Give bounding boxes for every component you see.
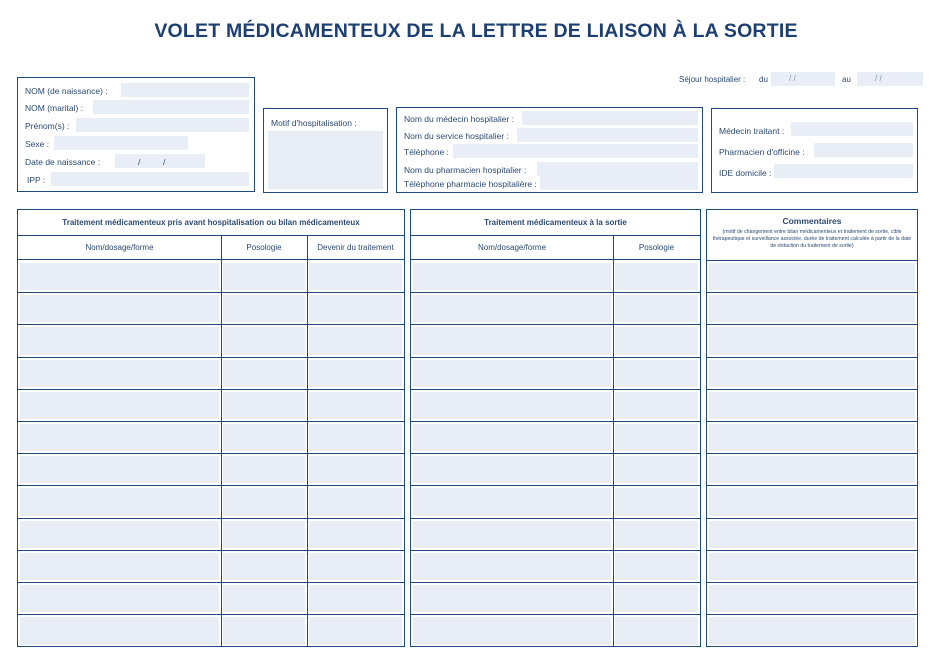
col-header-nom-dosage-forme: Nom/dosage/forme — [411, 236, 613, 260]
nom-dosage-forme-cell[interactable] — [413, 456, 611, 483]
motif-label: Motif d'hospitalisation : — [271, 118, 357, 128]
table-row — [411, 486, 700, 518]
pharmacien-hospitalier-label: Nom du pharmacien hospitalier : — [404, 165, 527, 175]
posologie-cell[interactable] — [615, 263, 698, 290]
sexe-label: Sexe : — [25, 139, 50, 149]
nom-dosage-forme-cell[interactable] — [20, 360, 219, 387]
service-hospitalier-field[interactable] — [517, 128, 698, 142]
prenom-field[interactable] — [76, 118, 249, 132]
col-header-posologie: Posologie — [221, 236, 307, 260]
nom-dosage-forme-cell[interactable] — [20, 617, 219, 645]
table-row — [411, 615, 700, 647]
table-row — [707, 293, 917, 325]
table-row — [18, 293, 404, 325]
col-header-nom-dosage-forme: Nom/dosage/forme — [18, 236, 221, 260]
posologie-cell[interactable] — [223, 327, 305, 354]
stay-end-date-slashes: / / — [875, 74, 882, 83]
nom-dosage-forme-cell[interactable] — [20, 553, 219, 580]
table-row — [18, 583, 404, 615]
motif-box — [263, 108, 388, 193]
devenir-traitement-cell[interactable] — [309, 392, 402, 419]
nom-naissance-label: NOM (de naissance) : — [25, 86, 108, 96]
posologie-cell[interactable] — [615, 456, 698, 483]
nom-dosage-forme-cell[interactable] — [20, 456, 219, 483]
nom-dosage-forme-cell[interactable] — [413, 617, 611, 645]
date-naissance-sep-1: / — [138, 157, 141, 167]
posologie-cell[interactable] — [615, 585, 698, 612]
table-row — [18, 358, 404, 390]
table-row — [18, 261, 404, 293]
posologie-cell[interactable] — [615, 488, 698, 515]
page-title: VOLET MÉDICAMENTEUX DE LA LETTRE DE LIAISON À LA SORTIE — [154, 20, 798, 42]
stay-au-label: au — [842, 75, 851, 84]
stay-start-date-slashes: / / — [789, 74, 796, 83]
medecin-hospitalier-label: Nom du médecin hospitalier : — [404, 114, 515, 124]
posologie-cell[interactable] — [615, 521, 698, 548]
posologie-cell[interactable] — [615, 424, 698, 451]
table-row — [707, 519, 917, 551]
treatment-before-title: Traitement médicamenteux pris avant hospitalisation ou bilan médicamenteux — [18, 210, 404, 236]
nom-dosage-forme-cell[interactable] — [413, 360, 611, 387]
commentaire-cell[interactable] — [709, 488, 915, 515]
devenir-traitement-cell[interactable] — [309, 327, 402, 354]
table-row — [411, 261, 700, 293]
nom-dosage-forme-cell[interactable] — [20, 488, 219, 515]
devenir-traitement-cell[interactable] — [309, 360, 402, 387]
commentaire-cell[interactable] — [709, 360, 915, 387]
posologie-cell[interactable] — [223, 553, 305, 580]
posologie-cell[interactable] — [223, 521, 305, 548]
nom-dosage-forme-cell[interactable] — [413, 263, 611, 290]
comments-subtitle: (motif de changement entre bilan médicamenteux et traitement de sortie, cible thérapeutique et surveillance associée, durée de traitement calculée à partir de la date de rédaction du traitement de sortie) — [712, 229, 912, 250]
table-row — [707, 358, 917, 390]
telephone-pharmacie-label: Téléphone pharmacie hospitalière : — [404, 179, 537, 189]
table-row — [411, 422, 700, 454]
treatment-discharge-title: Traitement médicamenteux à la sortie — [411, 210, 700, 236]
table-row — [411, 583, 700, 615]
table-row — [707, 551, 917, 583]
posologie-cell[interactable] — [223, 424, 305, 451]
table-row — [707, 583, 917, 615]
prenom-label: Prénom(s) : — [25, 121, 70, 131]
treatment-before-table — [17, 209, 405, 647]
medecin-traitant-field[interactable] — [791, 122, 913, 136]
date-naissance-field[interactable] — [115, 154, 205, 168]
nom-dosage-forme-cell[interactable] — [413, 392, 611, 419]
table-row — [18, 325, 404, 357]
service-hospitalier-label: Nom du service hospitalier : — [404, 131, 509, 141]
commentaire-cell[interactable] — [709, 392, 915, 419]
medecin-traitant-label: Médecin traitant : — [719, 126, 785, 136]
commentaire-cell[interactable] — [709, 295, 915, 322]
ipp-label: IPP : — [27, 175, 46, 185]
stay-label: Séjour hospitalier : — [679, 75, 746, 84]
commentaire-cell[interactable] — [709, 617, 915, 645]
table-row — [707, 486, 917, 518]
pharmacien-officine-field[interactable] — [814, 143, 913, 157]
table-row — [707, 422, 917, 454]
hospital-box — [396, 107, 703, 193]
commentaire-cell[interactable] — [709, 553, 915, 580]
nom-dosage-forme-cell[interactable] — [20, 263, 219, 290]
ide-domicile-label: IDE domicile : — [719, 168, 772, 178]
devenir-traitement-cell[interactable] — [309, 585, 402, 612]
devenir-traitement-cell[interactable] — [309, 488, 402, 515]
ipp-field[interactable] — [51, 172, 249, 186]
posologie-cell[interactable] — [615, 295, 698, 322]
commentaire-cell[interactable] — [709, 263, 915, 290]
table-row — [411, 519, 700, 551]
commentaire-cell[interactable] — [709, 585, 915, 612]
medecin-hospitalier-field[interactable] — [522, 111, 698, 125]
posologie-cell[interactable] — [223, 360, 305, 387]
posologie-cell[interactable] — [223, 488, 305, 515]
telephone-pharmacie-field[interactable] — [540, 176, 698, 190]
comments-table — [706, 209, 918, 647]
motif-field[interactable] — [268, 131, 383, 189]
commentaire-cell[interactable] — [709, 521, 915, 548]
devenir-traitement-cell[interactable] — [309, 263, 402, 290]
devenir-traitement-cell[interactable] — [309, 295, 402, 322]
table-row — [411, 293, 700, 325]
table-row — [18, 390, 404, 422]
stay-start-date-field[interactable] — [771, 72, 835, 86]
nom-dosage-forme-cell[interactable] — [413, 327, 611, 354]
devenir-traitement-cell[interactable] — [309, 521, 402, 548]
commentaire-cell[interactable] — [709, 327, 915, 354]
posologie-cell[interactable] — [223, 295, 305, 322]
nom-dosage-forme-cell[interactable] — [413, 585, 611, 612]
posologie-cell[interactable] — [615, 360, 698, 387]
nom-dosage-forme-cell[interactable] — [413, 424, 611, 451]
table-row — [707, 454, 917, 486]
external-contacts-box — [711, 108, 918, 193]
table-row — [707, 261, 917, 293]
comments-title: Commentaires — [782, 216, 842, 226]
table-row — [411, 390, 700, 422]
nom-dosage-forme-cell[interactable] — [413, 521, 611, 548]
nom-dosage-forme-cell[interactable] — [20, 392, 219, 419]
posologie-cell[interactable] — [615, 392, 698, 419]
table-row — [18, 422, 404, 454]
commentaire-cell[interactable] — [709, 456, 915, 483]
sexe-field[interactable] — [54, 136, 188, 150]
nom-dosage-forme-cell[interactable] — [413, 553, 611, 580]
date-naissance-sep-2: / — [163, 157, 166, 167]
nom-dosage-forme-cell[interactable] — [20, 424, 219, 451]
posologie-cell[interactable] — [615, 617, 698, 645]
table-row — [18, 615, 404, 647]
nom-dosage-forme-cell[interactable] — [20, 521, 219, 548]
stay-du-label: du — [759, 75, 768, 84]
table-row — [411, 551, 700, 583]
nom-dosage-forme-cell[interactable] — [413, 295, 611, 322]
nom-dosage-forme-cell[interactable] — [413, 488, 611, 515]
telephone-field[interactable] — [453, 144, 698, 158]
pharmacien-hospitalier-field[interactable] — [537, 162, 698, 176]
devenir-traitement-cell[interactable] — [309, 456, 402, 483]
posologie-cell[interactable] — [223, 456, 305, 483]
treatment-discharge-table — [410, 209, 701, 647]
ide-domicile-field[interactable] — [774, 164, 913, 178]
table-row — [411, 358, 700, 390]
nom-dosage-forme-cell[interactable] — [20, 295, 219, 322]
pharmacien-officine-label: Pharmacien d'officine : — [719, 147, 805, 157]
date-naissance-label: Date de naissance : — [25, 157, 101, 167]
nom-marital-field[interactable] — [93, 100, 249, 114]
telephone-label: Téléphone : — [404, 147, 449, 157]
posologie-cell[interactable] — [223, 263, 305, 290]
devenir-traitement-cell[interactable] — [309, 424, 402, 451]
posologie-cell[interactable] — [615, 327, 698, 354]
table-row — [18, 486, 404, 518]
nom-marital-label: NOM (marital) : — [25, 103, 84, 113]
devenir-traitement-cell[interactable] — [309, 617, 402, 645]
table-row — [18, 454, 404, 486]
commentaire-cell[interactable] — [709, 424, 915, 451]
table-row — [411, 325, 700, 357]
nom-naissance-field[interactable] — [121, 83, 249, 97]
posologie-cell[interactable] — [223, 617, 305, 645]
devenir-traitement-cell[interactable] — [309, 553, 402, 580]
stay-end-date-field[interactable] — [857, 72, 923, 86]
nom-dosage-forme-cell[interactable] — [20, 327, 219, 354]
table-row — [18, 519, 404, 551]
patient-box — [17, 77, 255, 192]
table-row — [18, 551, 404, 583]
table-row — [707, 325, 917, 357]
table-row — [707, 390, 917, 422]
table-row — [707, 615, 917, 647]
posologie-cell[interactable] — [223, 585, 305, 612]
col-header-devenir-traitement: Devenir du traitement — [307, 236, 404, 260]
posologie-cell[interactable] — [223, 392, 305, 419]
posologie-cell[interactable] — [615, 553, 698, 580]
col-header-posologie: Posologie — [613, 236, 700, 260]
nom-dosage-forme-cell[interactable] — [20, 585, 219, 612]
table-row — [411, 454, 700, 486]
